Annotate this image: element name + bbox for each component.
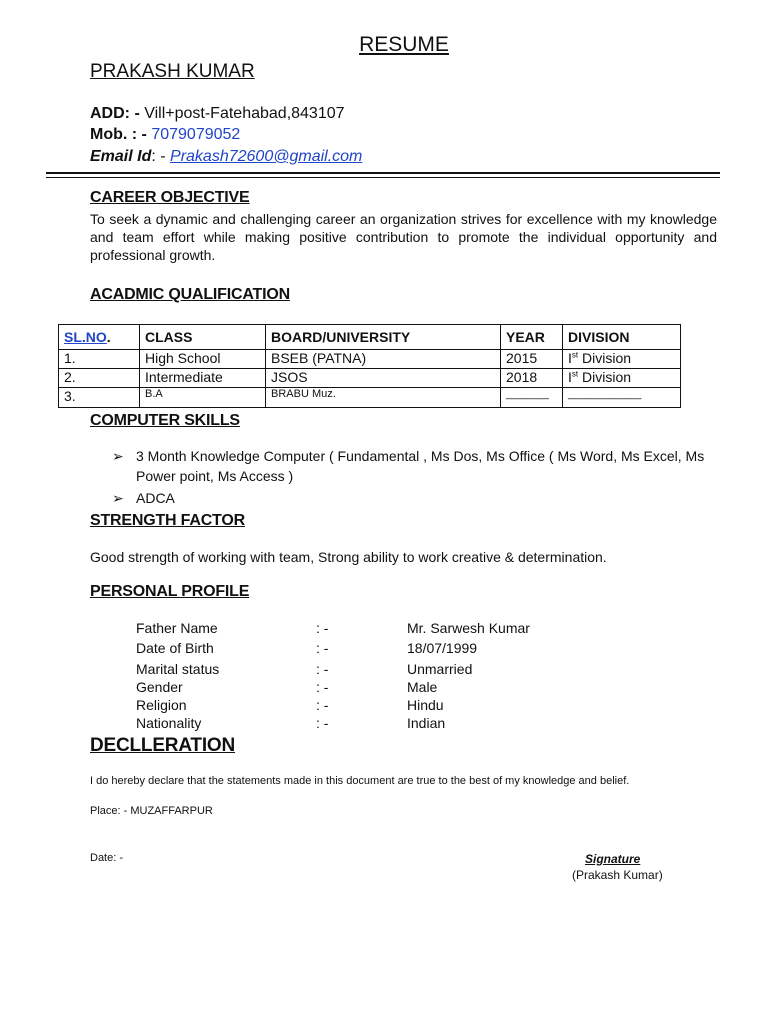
cell-class: Intermediate	[140, 369, 266, 388]
profile-value: Unmarried	[407, 661, 473, 677]
cell-year: 2015	[501, 350, 563, 369]
candidate-name: PRAKASH KUMAR	[90, 61, 255, 82]
profile-value: Male	[407, 679, 438, 695]
table-row	[59, 388, 681, 408]
table-header-row	[59, 325, 681, 350]
cell-slno: 2.	[59, 369, 140, 388]
strength-text: Good strength of working with team, Strong ability to work creative & determination.	[90, 549, 607, 565]
profile-separator: : -	[316, 640, 329, 656]
profile-value: Mr. Sarwesh Kumar	[407, 620, 530, 636]
cell-division: ____________	[563, 388, 681, 408]
table-row	[59, 369, 681, 388]
address-value: Vill+post-Fatehabad,843107	[144, 105, 345, 122]
header-slno: SL.NO.	[59, 325, 140, 350]
email-label: Email Id	[90, 148, 152, 165]
profile-value: Hindu	[407, 697, 444, 713]
profile-separator: : -	[316, 661, 329, 677]
email-line	[90, 148, 362, 166]
resume-title: RESUME	[359, 33, 449, 56]
personal-profile-heading: PERSONAL PROFILE	[90, 583, 250, 600]
mobile-line	[90, 126, 240, 144]
cell-board: BRABU Muz.	[266, 388, 501, 408]
profile-separator: : -	[316, 697, 329, 713]
cell-board: JSOS	[266, 369, 501, 388]
profile-label: Marital status	[136, 661, 220, 677]
career-objective-heading: CAREER OBJECTIVE	[90, 189, 250, 206]
cell-class: High School	[140, 350, 266, 369]
date-line: Date: -	[90, 852, 124, 864]
skill-item: 3 Month Knowledge Computer ( Fundamental , Ms Dos, Ms Office ( Ms Word, Ms Excel, Ms Power point, Ms Access )	[136, 448, 705, 484]
skill-item: ADCA	[136, 490, 175, 506]
header-year: YEAR	[501, 325, 563, 350]
bullet-arrow-icon: ➢	[112, 448, 124, 464]
declaration-heading: DECLLERATION	[90, 735, 236, 756]
profile-value: 18/07/1999	[407, 640, 478, 656]
cell-slno: 3.	[59, 388, 140, 408]
place-line: Place: - MUZAFFARPUR	[90, 805, 213, 817]
email-separator: : -	[151, 148, 166, 165]
mobile-link[interactable]: 7079079052	[151, 126, 241, 143]
header-class: CLASS	[140, 325, 266, 350]
career-objective-text: To seek a dynamic and challenging career an organization strives for excellence with my knowledge and team effort while making positive contribution to promote the individual opportunity and professional growth.	[90, 211, 717, 263]
profile-label: Nationality	[136, 715, 202, 731]
address-line	[90, 105, 345, 123]
profile-value: Indian	[407, 715, 446, 731]
cell-slno: 1.	[59, 350, 140, 369]
header-division: DIVISION	[563, 325, 681, 350]
cell-division: Ist Division	[563, 350, 681, 369]
header-board: BOARD/UNIVERSITY	[266, 325, 501, 350]
bullet-arrow-icon: ➢	[112, 490, 124, 506]
header-divider-thick	[46, 172, 720, 174]
cell-division: Ist Division	[563, 369, 681, 388]
qualification-heading: ACADMIC QUALIFICATION	[90, 286, 290, 303]
profile-label: Father Name	[136, 620, 218, 636]
profile-separator: : -	[316, 620, 329, 636]
profile-label: Gender	[136, 679, 183, 695]
strength-heading: STRENGTH FACTOR	[90, 512, 245, 529]
table-row	[59, 350, 681, 369]
address-label: ADD: -	[90, 105, 140, 122]
computer-skills-heading: COMPUTER SKILLS	[90, 412, 240, 429]
qualification-table	[58, 324, 681, 408]
profile-label: Religion	[136, 697, 187, 713]
mobile-label: Mob. : -	[90, 126, 147, 143]
signature-name: (Prakash Kumar)	[572, 868, 663, 882]
cell-year: _______	[501, 388, 563, 408]
signature-label: Signature	[585, 852, 641, 866]
profile-separator: : -	[316, 715, 329, 731]
cell-board: BSEB (PATNA)	[266, 350, 501, 369]
cell-year: 2018	[501, 369, 563, 388]
profile-label: Date of Birth	[136, 640, 214, 656]
cell-class: B.A	[140, 388, 266, 408]
profile-separator: : -	[316, 679, 329, 695]
header-divider-thin	[46, 177, 720, 178]
email-link[interactable]: Prakash72600@gmail.com	[170, 148, 363, 165]
declaration-text: I do hereby declare that the statements made in this document are true to the best of my knowledge and belief.	[90, 775, 630, 787]
